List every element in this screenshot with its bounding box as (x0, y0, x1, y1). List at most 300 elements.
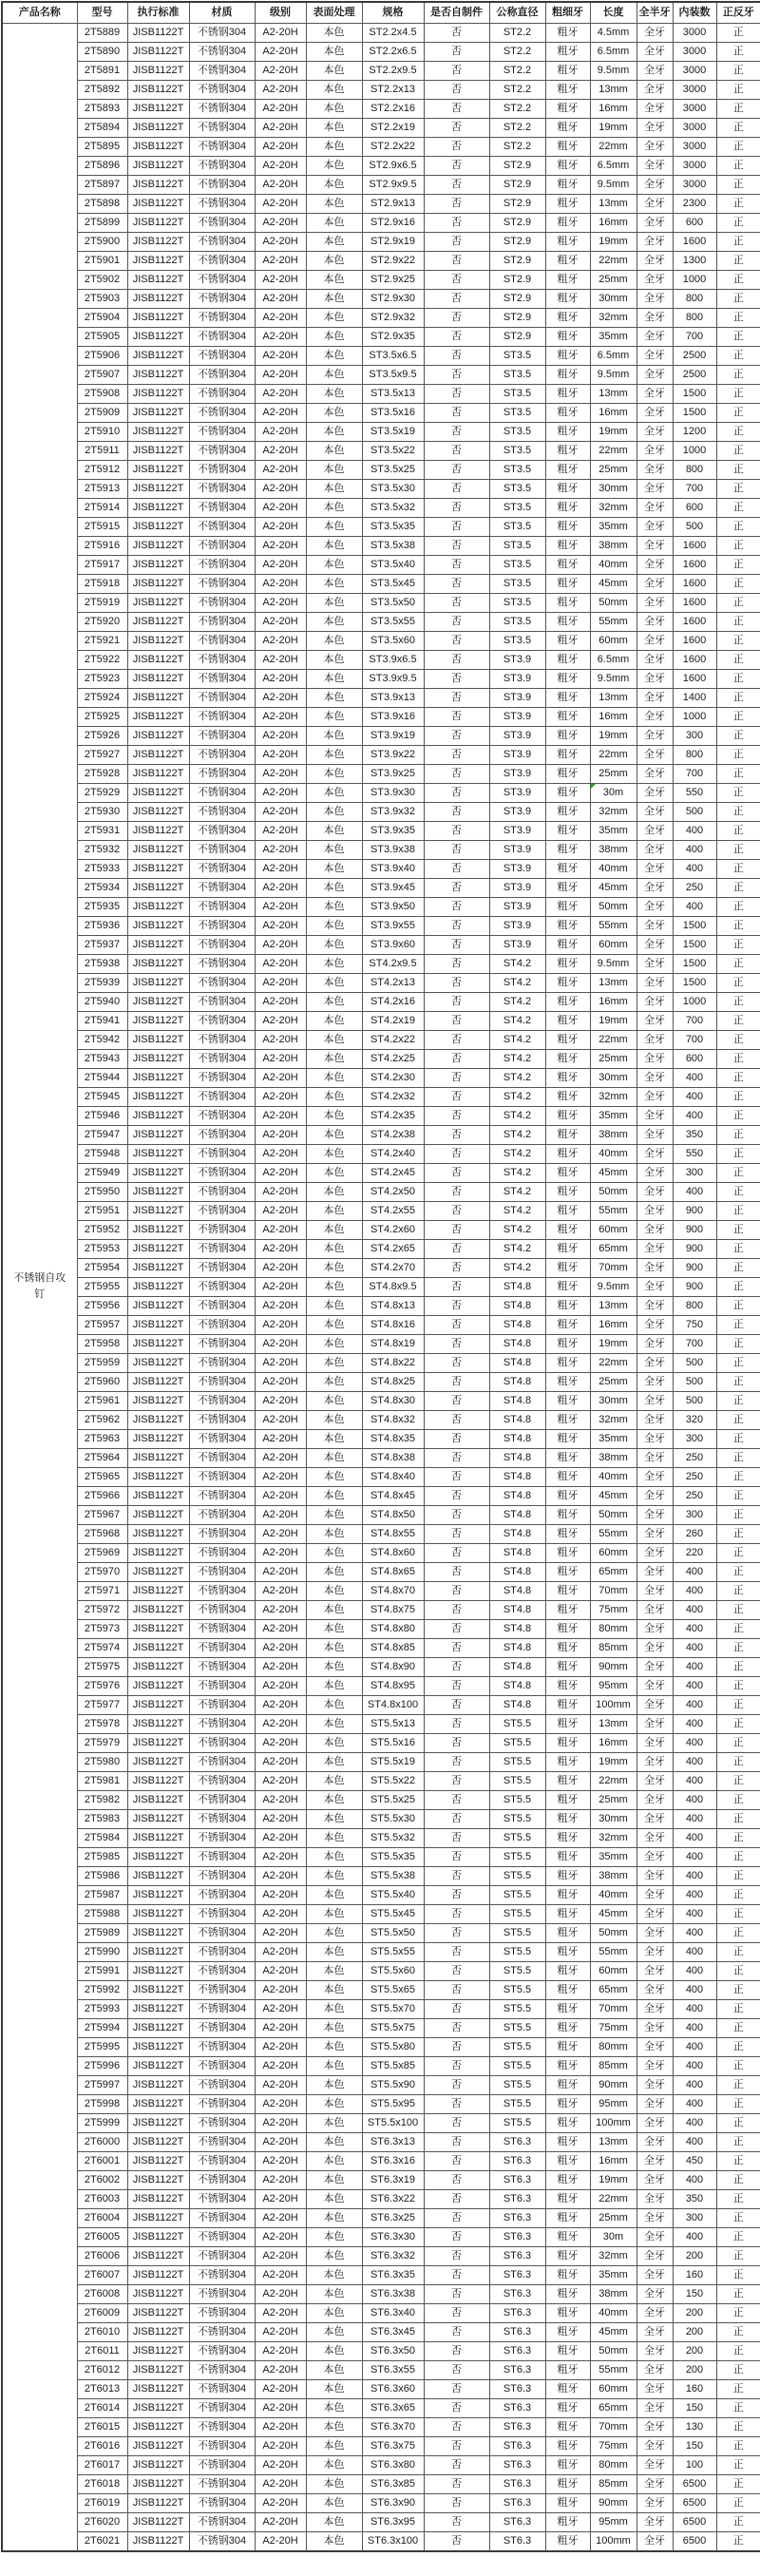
cell-thread-coverage: 全牙 (636, 404, 673, 423)
table-row (2, 2000, 760, 2019)
cell-grade: A2-20H (255, 2076, 306, 2095)
cell-self-made: 否 (424, 879, 489, 898)
cell-thread-coverage: 全牙 (636, 2000, 673, 2019)
cell-thread-direction: 正 (716, 651, 760, 670)
cell-self-made: 否 (424, 518, 489, 537)
cell-length: 35mm (590, 822, 636, 841)
cell-pack-qty: 300 (673, 1506, 716, 1525)
cell-spec: ST5.5x75 (362, 2019, 424, 2038)
cell-length: 32mm (590, 2247, 636, 2266)
cell-self-made: 否 (424, 1316, 489, 1335)
cell-thread-direction: 正 (716, 1202, 760, 1221)
cell-pack-qty: 800 (673, 309, 716, 328)
cell-standard: JISB1122T (127, 1886, 189, 1905)
cell-spec: ST4.2x70 (362, 1259, 424, 1278)
cell-thread-coverage: 全牙 (636, 214, 673, 233)
cell-model: 2T5972 (77, 1601, 127, 1620)
cell-pack-qty: 1500 (673, 917, 716, 936)
cell-finish: 本色 (306, 898, 362, 917)
cell-thread-direction: 正 (716, 2076, 760, 2095)
cell-thread-direction: 正 (716, 575, 760, 594)
cell-thread-direction: 正 (716, 2228, 760, 2247)
table-row (2, 1734, 760, 1753)
cell-length: 13mm (590, 1715, 636, 1734)
cell-diameter: ST2.2 (489, 119, 545, 138)
cell-thread-direction: 正 (716, 1544, 760, 1563)
cell-grade: A2-20H (255, 2095, 306, 2114)
cell-thread-direction: 正 (716, 214, 760, 233)
cell-length: 40mm (590, 2304, 636, 2323)
table-row (2, 43, 760, 62)
cell-material: 不锈钢304 (189, 1829, 255, 1848)
cell-finish: 本色 (306, 1810, 362, 1829)
cell-model: 2T5922 (77, 651, 127, 670)
cell-thread-coverage: 全牙 (636, 537, 673, 556)
table-row (2, 1297, 760, 1316)
cell-spec: ST4.2x65 (362, 1240, 424, 1259)
cell-model: 2T5945 (77, 1088, 127, 1107)
cell-model: 2T5897 (77, 176, 127, 195)
cell-grade: A2-20H (255, 974, 306, 993)
cell-model: 2T6019 (77, 2494, 127, 2513)
cell-material: 不锈钢304 (189, 1601, 255, 1620)
cell-thread-pitch: 粗牙 (545, 1031, 590, 1050)
cell-spec: ST6.3x35 (362, 2266, 424, 2285)
cell-thread-coverage: 全牙 (636, 480, 673, 499)
cell-model: 2T5898 (77, 195, 127, 214)
cell-pack-qty: 600 (673, 1050, 716, 1069)
cell-thread-direction: 正 (716, 290, 760, 309)
cell-pack-qty: 400 (673, 860, 716, 879)
cell-standard: JISB1122T (127, 955, 189, 974)
cell-thread-coverage: 全牙 (636, 423, 673, 442)
cell-thread-direction: 正 (716, 518, 760, 537)
cell-pack-qty: 300 (673, 1430, 716, 1449)
cell-self-made: 否 (424, 62, 489, 81)
cell-thread-coverage: 全牙 (636, 613, 673, 632)
cell-thread-direction: 正 (716, 1506, 760, 1525)
cell-thread-coverage: 全牙 (636, 1164, 673, 1183)
table-row (2, 271, 760, 290)
cell-self-made: 否 (424, 1677, 489, 1696)
cell-thread-coverage: 全牙 (636, 195, 673, 214)
cell-thread-coverage: 全牙 (636, 765, 673, 784)
cell-material: 不锈钢304 (189, 784, 255, 803)
cell-model: 2T5947 (77, 1126, 127, 1145)
cell-thread-direction: 正 (716, 404, 760, 423)
cell-thread-coverage: 全牙 (636, 1259, 673, 1278)
cell-grade: A2-20H (255, 518, 306, 537)
cell-pack-qty: 250 (673, 879, 716, 898)
cell-pack-qty: 900 (673, 1278, 716, 1297)
cell-diameter: ST2.9 (489, 252, 545, 271)
cell-thread-pitch: 粗牙 (545, 138, 590, 157)
cell-thread-pitch: 粗牙 (545, 2095, 590, 2114)
cell-pack-qty: 600 (673, 499, 716, 518)
cell-pack-qty: 2300 (673, 195, 716, 214)
cell-model: 2T5958 (77, 1335, 127, 1354)
cell-thread-coverage: 全牙 (636, 347, 673, 366)
cell-self-made: 否 (424, 1335, 489, 1354)
table-row (2, 1012, 760, 1031)
cell-thread-pitch: 粗牙 (545, 2475, 590, 2494)
cell-grade: A2-20H (255, 2437, 306, 2456)
cell-material: 不锈钢304 (189, 1012, 255, 1031)
cell-model: 2T5990 (77, 1943, 127, 1962)
cell-material: 不锈钢304 (189, 2209, 255, 2228)
cell-thread-coverage: 全牙 (636, 670, 673, 689)
cell-standard: JISB1122T (127, 385, 189, 404)
table-row (2, 2285, 760, 2304)
cell-finish: 本色 (306, 1962, 362, 1981)
table-row (2, 1411, 760, 1430)
cell-pack-qty: 200 (673, 2247, 716, 2266)
cell-spec: ST4.8x50 (362, 1506, 424, 1525)
cell-finish: 本色 (306, 1183, 362, 1202)
cell-spec: ST4.8x35 (362, 1430, 424, 1449)
cell-thread-direction: 正 (716, 2038, 760, 2057)
cell-grade: A2-20H (255, 309, 306, 328)
cell-material: 不锈钢304 (189, 1924, 255, 1943)
cell-thread-coverage: 全牙 (636, 2171, 673, 2190)
table-row (2, 1354, 760, 1373)
cell-thread-pitch: 粗牙 (545, 214, 590, 233)
cell-pack-qty: 400 (673, 1582, 716, 1601)
cell-thread-pitch: 粗牙 (545, 1107, 590, 1126)
cell-finish: 本色 (306, 708, 362, 727)
cell-self-made: 否 (424, 2019, 489, 2038)
cell-diameter: ST3.5 (489, 347, 545, 366)
cell-diameter: ST3.5 (489, 499, 545, 518)
cell-finish: 本色 (306, 442, 362, 461)
cell-length: 25mm (590, 2209, 636, 2228)
cell-pack-qty: 250 (673, 1468, 716, 1487)
cell-self-made: 否 (424, 499, 489, 518)
cell-standard: JISB1122T (127, 1867, 189, 1886)
table-row (2, 62, 760, 81)
cell-thread-direction: 正 (716, 1012, 760, 1031)
cell-length: 30m (590, 784, 636, 803)
table-row (2, 1544, 760, 1563)
table-row (2, 2399, 760, 2418)
cell-thread-direction: 正 (716, 2285, 760, 2304)
cell-diameter: ST5.5 (489, 2019, 545, 2038)
cell-grade: A2-20H (255, 1601, 306, 1620)
cell-standard: JISB1122T (127, 803, 189, 822)
cell-pack-qty: 3000 (673, 81, 716, 100)
col-header-model: 型号 (77, 2, 127, 24)
cell-spec: ST4.8x38 (362, 1449, 424, 1468)
cell-diameter: ST3.5 (489, 556, 545, 575)
cell-thread-direction: 正 (716, 727, 760, 746)
cell-length: 13mm (590, 195, 636, 214)
cell-model: 2T5969 (77, 1544, 127, 1563)
cell-length: 50mm (590, 898, 636, 917)
cell-thread-direction: 正 (716, 936, 760, 955)
cell-thread-direction: 正 (716, 1278, 760, 1297)
cell-thread-direction: 正 (716, 1848, 760, 1867)
cell-length: 9.5mm (590, 366, 636, 385)
cell-pack-qty: 160 (673, 2380, 716, 2399)
cell-model: 2T5941 (77, 1012, 127, 1031)
cell-thread-direction: 正 (716, 2057, 760, 2076)
cell-thread-pitch: 粗牙 (545, 1677, 590, 1696)
cell-material: 不锈钢304 (189, 993, 255, 1012)
cell-finish: 本色 (306, 1620, 362, 1639)
cell-diameter: ST5.5 (489, 2076, 545, 2095)
cell-pack-qty: 400 (673, 822, 716, 841)
cell-diameter: ST5.5 (489, 1829, 545, 1848)
cell-diameter: ST2.2 (489, 100, 545, 119)
cell-model: 2T5913 (77, 480, 127, 499)
cell-self-made: 否 (424, 2152, 489, 2171)
cell-thread-direction: 正 (716, 347, 760, 366)
cell-grade: A2-20H (255, 1696, 306, 1715)
cell-diameter: ST3.5 (489, 480, 545, 499)
cell-finish: 本色 (306, 651, 362, 670)
cell-material: 不锈钢304 (189, 119, 255, 138)
cell-spec: ST4.2x32 (362, 1088, 424, 1107)
cell-standard: JISB1122T (127, 1696, 189, 1715)
cell-standard: JISB1122T (127, 993, 189, 1012)
cell-diameter: ST4.2 (489, 1088, 545, 1107)
cell-finish: 本色 (306, 1943, 362, 1962)
cell-thread-coverage: 全牙 (636, 1981, 673, 2000)
table-row (2, 1202, 760, 1221)
cell-thread-pitch: 粗牙 (545, 1373, 590, 1392)
cell-spec: ST3.9x35 (362, 822, 424, 841)
cell-pack-qty: 1600 (673, 613, 716, 632)
cell-thread-pitch: 粗牙 (545, 1620, 590, 1639)
cell-spec: ST5.5x100 (362, 2114, 424, 2133)
cell-standard: JISB1122T (127, 1373, 189, 1392)
cell-thread-coverage: 全牙 (636, 2247, 673, 2266)
cell-pack-qty: 300 (673, 727, 716, 746)
cell-length: 50mm (590, 2342, 636, 2361)
cell-pack-qty: 700 (673, 328, 716, 347)
cell-material: 不锈钢304 (189, 1677, 255, 1696)
cell-thread-pitch: 粗牙 (545, 347, 590, 366)
col-header-thread-pitch: 粗细牙 (545, 2, 590, 24)
cell-thread-coverage: 全牙 (636, 309, 673, 328)
cell-self-made: 否 (424, 214, 489, 233)
cell-thread-coverage: 全牙 (636, 1373, 673, 1392)
cell-diameter: ST4.2 (489, 1183, 545, 1202)
cell-thread-pitch: 粗牙 (545, 195, 590, 214)
cell-thread-pitch: 粗牙 (545, 309, 590, 328)
cell-model: 2T5991 (77, 1962, 127, 1981)
cell-spec: ST2.2x6.5 (362, 43, 424, 62)
table-row (2, 404, 760, 423)
cell-model: 2T6016 (77, 2437, 127, 2456)
cell-self-made: 否 (424, 1772, 489, 1791)
cell-spec: ST5.5x80 (362, 2038, 424, 2057)
col-header-thread-coverage: 全半牙 (636, 2, 673, 24)
cell-thread-pitch: 粗牙 (545, 1715, 590, 1734)
cell-diameter: ST4.8 (489, 1601, 545, 1620)
cell-self-made: 否 (424, 708, 489, 727)
cell-grade: A2-20H (255, 81, 306, 100)
cell-length: 19mm (590, 727, 636, 746)
cell-length: 25mm (590, 271, 636, 290)
table-row (2, 1449, 760, 1468)
cell-spec: ST5.5x40 (362, 1886, 424, 1905)
cell-grade: A2-20H (255, 1829, 306, 1848)
cell-finish: 本色 (306, 2475, 362, 2494)
cell-material: 不锈钢304 (189, 955, 255, 974)
cell-thread-pitch: 粗牙 (545, 1905, 590, 1924)
cell-material: 不锈钢304 (189, 670, 255, 689)
cell-finish: 本色 (306, 1468, 362, 1487)
cell-material: 不锈钢304 (189, 2057, 255, 2076)
cell-thread-pitch: 粗牙 (545, 24, 590, 43)
cell-grade: A2-20H (255, 2418, 306, 2437)
cell-model: 2T5894 (77, 119, 127, 138)
cell-length: 19mm (590, 2171, 636, 2190)
cell-model: 2T5965 (77, 1468, 127, 1487)
cell-thread-coverage: 全牙 (636, 1221, 673, 1240)
cell-thread-direction: 正 (716, 1905, 760, 1924)
cell-self-made: 否 (424, 727, 489, 746)
cell-length: 19mm (590, 1335, 636, 1354)
cell-diameter: ST3.9 (489, 765, 545, 784)
cell-standard: JISB1122T (127, 347, 189, 366)
cell-length: 45mm (590, 575, 636, 594)
cell-diameter: ST4.2 (489, 993, 545, 1012)
cell-diameter: ST4.2 (489, 974, 545, 993)
cell-model: 2T5986 (77, 1867, 127, 1886)
cell-standard: JISB1122T (127, 1335, 189, 1354)
cell-thread-coverage: 全牙 (636, 1810, 673, 1829)
cell-thread-direction: 正 (716, 1563, 760, 1582)
cell-thread-pitch: 粗牙 (545, 1639, 590, 1658)
cell-standard: JISB1122T (127, 727, 189, 746)
cell-self-made: 否 (424, 594, 489, 613)
cell-spec: ST3.9x40 (362, 860, 424, 879)
cell-self-made: 否 (424, 1202, 489, 1221)
table-row (2, 1487, 760, 1506)
cell-standard: JISB1122T (127, 1981, 189, 2000)
cell-thread-coverage: 全牙 (636, 138, 673, 157)
cell-thread-direction: 正 (716, 822, 760, 841)
cell-thread-pitch: 粗牙 (545, 366, 590, 385)
cell-standard: JISB1122T (127, 784, 189, 803)
cell-spec: ST5.5x95 (362, 2095, 424, 2114)
cell-length: 19mm (590, 233, 636, 252)
table-row (2, 936, 760, 955)
table-row (2, 138, 760, 157)
table-row (2, 2076, 760, 2095)
cell-material: 不锈钢304 (189, 2019, 255, 2038)
cell-finish: 本色 (306, 2266, 362, 2285)
cell-self-made: 否 (424, 974, 489, 993)
cell-diameter: ST3.9 (489, 898, 545, 917)
cell-spec: ST4.8x22 (362, 1354, 424, 1373)
cell-finish: 本色 (306, 2437, 362, 2456)
cell-pack-qty: 400 (673, 1069, 716, 1088)
cell-standard: JISB1122T (127, 746, 189, 765)
cell-pack-qty: 800 (673, 1297, 716, 1316)
cell-diameter: ST4.8 (489, 1449, 545, 1468)
cell-thread-coverage: 全牙 (636, 1753, 673, 1772)
cell-spec: ST3.5x30 (362, 480, 424, 499)
cell-spec: ST4.2x22 (362, 1031, 424, 1050)
comment-marker-icon (591, 784, 596, 789)
cell-standard: JISB1122T (127, 2437, 189, 2456)
cell-thread-pitch: 粗牙 (545, 1544, 590, 1563)
cell-thread-direction: 正 (716, 1677, 760, 1696)
cell-thread-pitch: 粗牙 (545, 1582, 590, 1601)
cell-thread-direction: 正 (716, 1696, 760, 1715)
cell-thread-direction: 正 (716, 1924, 760, 1943)
cell-pack-qty: 400 (673, 1924, 716, 1943)
cell-thread-direction: 正 (716, 1126, 760, 1145)
cell-thread-pitch: 粗牙 (545, 2152, 590, 2171)
cell-thread-pitch: 粗牙 (545, 898, 590, 917)
cell-model: 2T5896 (77, 157, 127, 176)
cell-diameter: ST2.9 (489, 271, 545, 290)
cell-pack-qty: 1500 (673, 974, 716, 993)
cell-self-made: 否 (424, 2342, 489, 2361)
cell-model: 2T6008 (77, 2285, 127, 2304)
cell-finish: 本色 (306, 1924, 362, 1943)
cell-self-made: 否 (424, 328, 489, 347)
cell-thread-pitch: 粗牙 (545, 518, 590, 537)
cell-spec: ST4.8x19 (362, 1335, 424, 1354)
table-row (2, 461, 760, 480)
cell-thread-coverage: 全牙 (636, 1088, 673, 1107)
table-row (2, 176, 760, 195)
cell-model: 2T5988 (77, 1905, 127, 1924)
cell-thread-coverage: 全牙 (636, 1069, 673, 1088)
cell-standard: JISB1122T (127, 1392, 189, 1411)
cell-thread-coverage: 全牙 (636, 860, 673, 879)
table-row (2, 860, 760, 879)
cell-standard: JISB1122T (127, 2171, 189, 2190)
cell-length: 75mm (590, 2019, 636, 2038)
cell-diameter: ST5.5 (489, 1943, 545, 1962)
cell-diameter: ST6.3 (489, 2133, 545, 2152)
cell-self-made: 否 (424, 2304, 489, 2323)
table-row (2, 347, 760, 366)
cell-pack-qty: 400 (673, 2000, 716, 2019)
table-row (2, 537, 760, 556)
cell-finish: 本色 (306, 2494, 362, 2513)
cell-self-made: 否 (424, 252, 489, 271)
cell-pack-qty: 900 (673, 1240, 716, 1259)
cell-thread-direction: 正 (716, 233, 760, 252)
cell-grade: A2-20H (255, 613, 306, 632)
cell-standard: JISB1122T (127, 1487, 189, 1506)
cell-diameter: ST6.3 (489, 2323, 545, 2342)
cell-pack-qty: 400 (673, 1810, 716, 1829)
cell-pack-qty: 900 (673, 1221, 716, 1240)
cell-finish: 本色 (306, 556, 362, 575)
table-row (2, 442, 760, 461)
cell-pack-qty: 900 (673, 1259, 716, 1278)
cell-diameter: ST4.8 (489, 1620, 545, 1639)
cell-spec: ST2.9x19 (362, 233, 424, 252)
cell-model: 2T6006 (77, 2247, 127, 2266)
cell-spec: ST3.5x6.5 (362, 347, 424, 366)
cell-thread-coverage: 全牙 (636, 290, 673, 309)
cell-standard: JISB1122T (127, 822, 189, 841)
cell-length: 16mm (590, 708, 636, 727)
cell-diameter: ST6.3 (489, 2171, 545, 2190)
cell-spec: ST6.3x80 (362, 2456, 424, 2475)
cell-grade: A2-20H (255, 1354, 306, 1373)
cell-self-made: 否 (424, 2475, 489, 2494)
